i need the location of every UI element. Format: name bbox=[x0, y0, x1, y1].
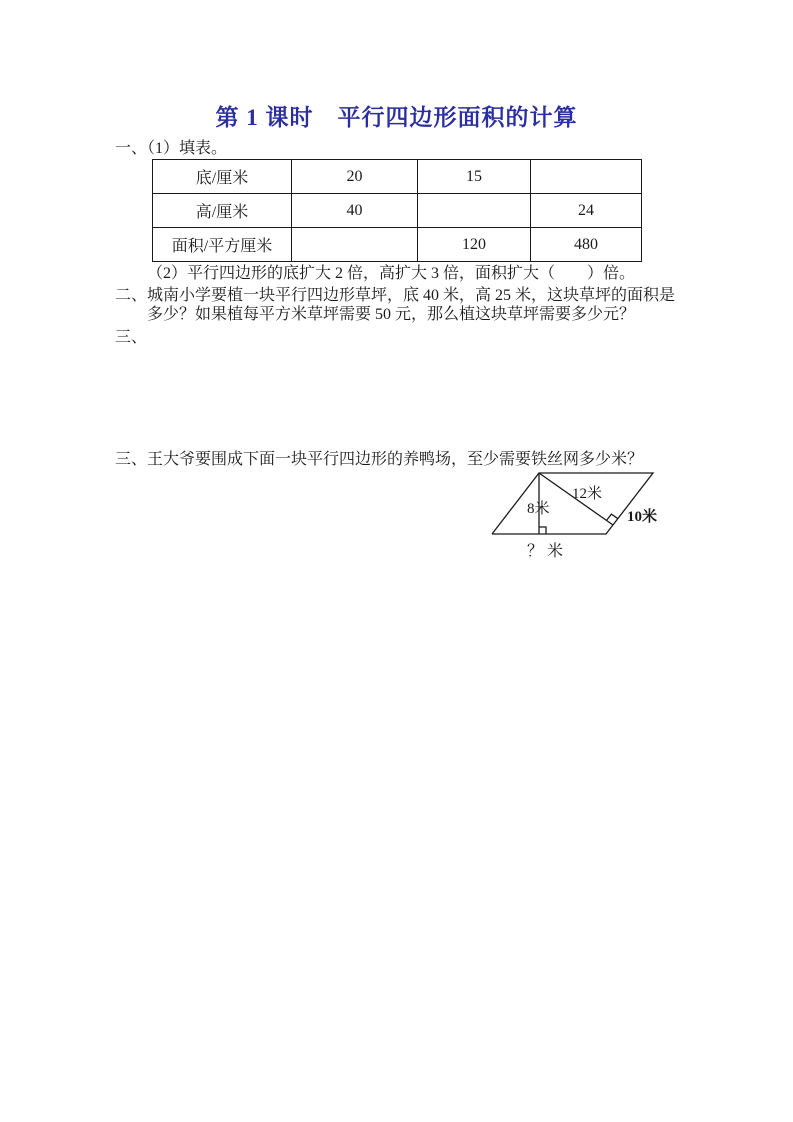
table-cell: 480 bbox=[531, 228, 642, 262]
table-row-area bbox=[153, 228, 642, 262]
table-row-base bbox=[153, 160, 642, 194]
base-label: ？ 米 bbox=[527, 543, 564, 560]
problem-2-line1: 二、城南小学要植一块平行四边形草坪，底 40 米，高 25 米，这块草坪的面积是 bbox=[115, 287, 676, 304]
table-cell: 120 bbox=[418, 228, 531, 262]
problem-3-question: 三、王大爷要围成下面一块平行四边形的养鸭场，至少需要铁丝网多少米？ bbox=[115, 451, 644, 468]
table-cell-blank bbox=[531, 160, 642, 194]
table-cell: 20 bbox=[292, 160, 418, 194]
fill-in-table bbox=[152, 159, 642, 262]
row-header-area: 面积/平方厘米 bbox=[153, 228, 292, 262]
parallelogram-diagram bbox=[480, 465, 680, 565]
problem-1-intro: 一、（1）填表。 bbox=[115, 140, 228, 157]
height-label: 8米 bbox=[527, 501, 550, 517]
problem-3-marker: 三、 bbox=[115, 329, 148, 346]
table-cell: 24 bbox=[531, 194, 642, 228]
table-row-height bbox=[153, 194, 642, 228]
page-title: 第 1 课时 平行四边形面积的计算 bbox=[215, 105, 578, 130]
right-angle-mark-base bbox=[539, 527, 546, 534]
table-cell-blank bbox=[292, 228, 418, 262]
table-cell-blank bbox=[418, 194, 531, 228]
side-label: 10米 bbox=[627, 509, 658, 525]
slant-height-label: 12米 bbox=[572, 486, 603, 502]
problem-2-line2: 多少？如果植每平方米草坪需要 50 元，那么植这块草坪需要多少元？ bbox=[147, 306, 636, 323]
right-angle-mark-side bbox=[607, 514, 618, 520]
table-cell: 40 bbox=[292, 194, 418, 228]
row-header-height: 高/厘米 bbox=[153, 194, 292, 228]
table-cell: 15 bbox=[418, 160, 531, 194]
problem-1-part2: （2）平行四边形的底扩大 2 倍，高扩大 3 倍，面积扩大（ ）倍。 bbox=[147, 265, 636, 282]
row-header-base: 底/厘米 bbox=[153, 160, 292, 194]
